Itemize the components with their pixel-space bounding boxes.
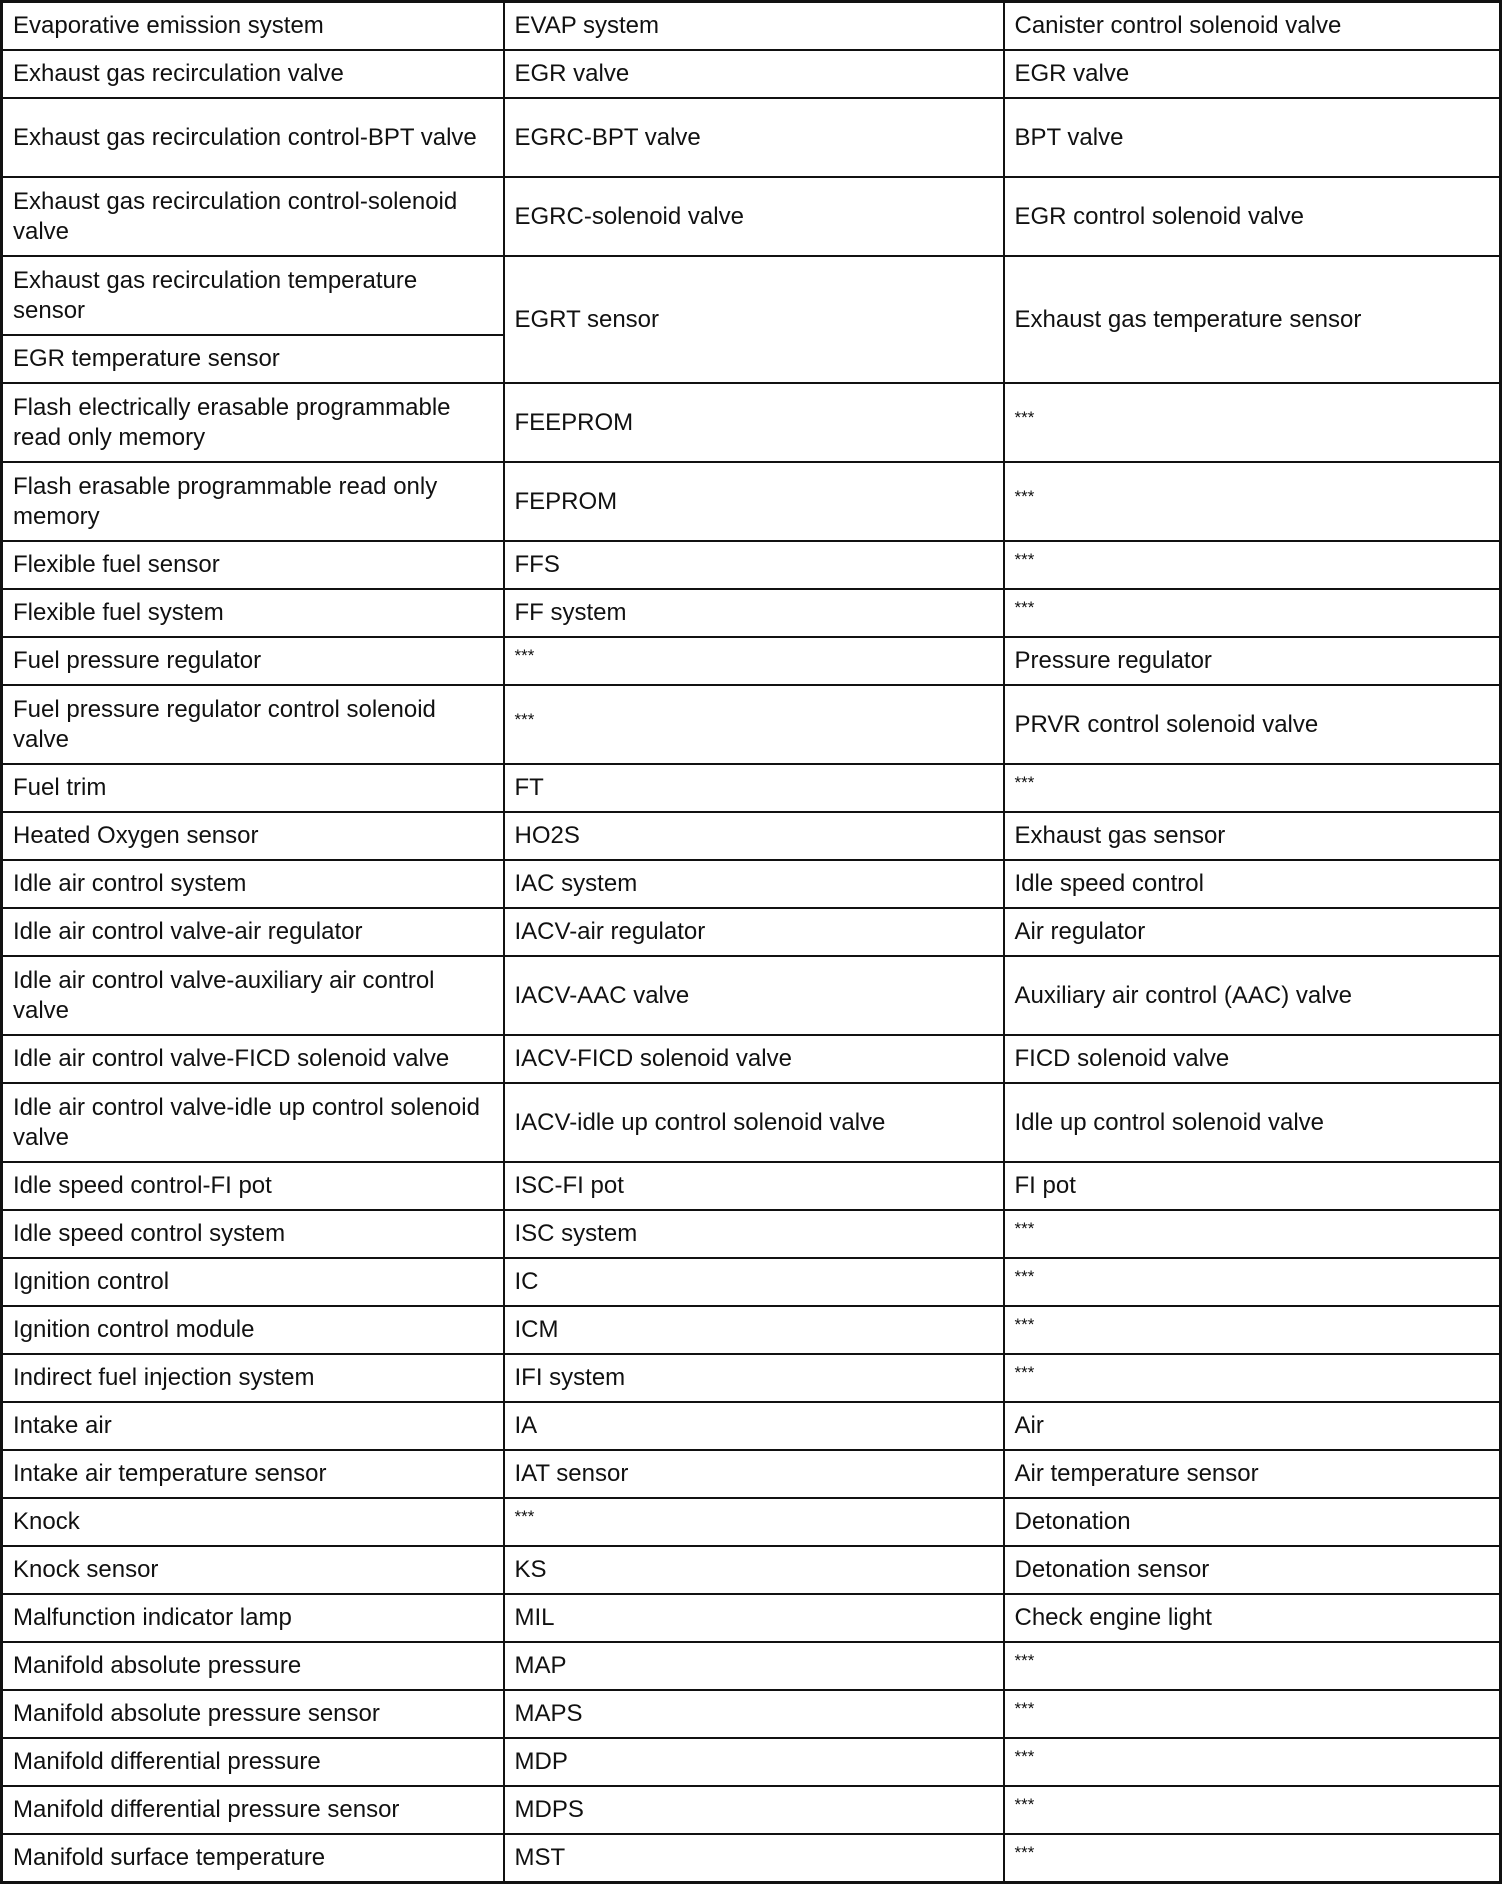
former-term-cell xyxy=(1004,1258,1501,1306)
former-term-cell xyxy=(1004,1738,1501,1786)
abbreviation-cell xyxy=(504,685,1004,764)
abbreviation-cell: IACV-idle up control solenoid valve xyxy=(504,1083,1004,1162)
table-row xyxy=(2,685,1501,764)
term-cell: Manifold differential pressure xyxy=(2,1738,504,1786)
term-cell: Flexible fuel system xyxy=(2,589,504,637)
table-row xyxy=(2,1035,1501,1083)
term-cell: Fuel pressure regulator control solenoid valve xyxy=(2,685,504,764)
former-term-cell: Air xyxy=(1004,1402,1501,1450)
not-applicable-mark: *** xyxy=(1014,486,1035,506)
former-term-cell: BPT valve xyxy=(1004,98,1501,177)
abbreviation-cell: IACV-FICD solenoid valve xyxy=(504,1035,1004,1083)
not-applicable-mark: *** xyxy=(1014,1699,1035,1718)
term-cell: Exhaust gas recirculation control-BPT valve xyxy=(2,98,504,177)
term-cell: Idle air control valve-idle up control solenoid valve xyxy=(2,1083,504,1162)
table-row xyxy=(2,637,1501,685)
abbreviation-cell: MIL xyxy=(504,1594,1004,1642)
former-term-cell: Detonation xyxy=(1004,1498,1501,1546)
abbreviation-cell: IACV-AAC valve xyxy=(504,956,1004,1035)
term-cell: Indirect fuel injection system xyxy=(2,1354,504,1402)
term-cell: Manifold absolute pressure xyxy=(2,1642,504,1690)
former-term-cell: EGR control solenoid valve xyxy=(1004,177,1501,256)
term-cell: Malfunction indicator lamp xyxy=(2,1594,504,1642)
abbreviation-cell: IAT sensor xyxy=(504,1450,1004,1498)
term-cell: Intake air xyxy=(2,1402,504,1450)
term-cell: Flash erasable programmable read only memory xyxy=(2,462,504,541)
term-cell: Exhaust gas recirculation control-solenoid valve xyxy=(2,177,504,256)
former-term-cell: PRVR control solenoid valve xyxy=(1004,685,1501,764)
term-cell: Idle air control system xyxy=(2,860,504,908)
term-cell: Idle speed control-FI pot xyxy=(2,1162,504,1210)
not-applicable-mark: *** xyxy=(1014,1315,1035,1334)
former-term-cell: FICD solenoid valve xyxy=(1004,1035,1501,1083)
term-cell: Idle air control valve-FICD solenoid valve xyxy=(2,1035,504,1083)
not-applicable-mark: *** xyxy=(1014,1219,1035,1238)
former-term-cell xyxy=(1004,1690,1501,1738)
abbreviation-cell: KS xyxy=(504,1546,1004,1594)
not-applicable-mark: *** xyxy=(1014,407,1035,427)
term-cell: Evaporative emission system xyxy=(2,2,504,51)
abbreviation-cell: EGRT sensor xyxy=(504,256,1004,383)
former-term-cell xyxy=(1004,1306,1501,1354)
table-row xyxy=(2,1162,1501,1210)
term-cell: Idle air control valve-auxiliary air control valve xyxy=(2,956,504,1035)
former-term-cell: EGR valve xyxy=(1004,50,1501,98)
not-applicable-mark: *** xyxy=(1014,598,1035,617)
abbreviation-cell: ISC-FI pot xyxy=(504,1162,1004,1210)
former-term-cell xyxy=(1004,764,1501,812)
term-cell: Knock xyxy=(2,1498,504,1546)
former-term-cell: Idle up control solenoid valve xyxy=(1004,1083,1501,1162)
former-term-cell: Exhaust gas sensor xyxy=(1004,812,1501,860)
former-term-cell: Check engine light xyxy=(1004,1594,1501,1642)
former-term-cell: Air temperature sensor xyxy=(1004,1450,1501,1498)
term-cell: Ignition control xyxy=(2,1258,504,1306)
abbreviation-cell: FEEPROM xyxy=(504,383,1004,462)
former-term-cell: FI pot xyxy=(1004,1162,1501,1210)
abbreviation-cell: MDPS xyxy=(504,1786,1004,1834)
former-term-cell xyxy=(1004,1354,1501,1402)
table-row xyxy=(2,1642,1501,1690)
abbreviation-cell: MAPS xyxy=(504,1690,1004,1738)
table-row xyxy=(2,1450,1501,1498)
former-term-cell xyxy=(1004,1210,1501,1258)
former-term-cell xyxy=(1004,589,1501,637)
term-cell: Heated Oxygen sensor xyxy=(2,812,504,860)
table-row xyxy=(2,860,1501,908)
not-applicable-mark: *** xyxy=(1014,1843,1035,1862)
abbreviation-cell: EGRC-solenoid valve xyxy=(504,177,1004,256)
not-applicable-mark: *** xyxy=(514,709,535,729)
abbreviation-cell: ISC system xyxy=(504,1210,1004,1258)
table-row xyxy=(2,1083,1501,1162)
term-cell: Manifold differential pressure sensor xyxy=(2,1786,504,1834)
term-cell: Flexible fuel sensor xyxy=(2,541,504,589)
not-applicable-mark: *** xyxy=(1014,1651,1035,1670)
term-cell: Flash electrically erasable programmable read only memory xyxy=(2,383,504,462)
abbreviation-cell: IA xyxy=(504,1402,1004,1450)
table-row xyxy=(2,98,1501,177)
table-row xyxy=(2,1402,1501,1450)
not-applicable-mark: *** xyxy=(1014,1795,1035,1814)
abbreviation-cell: IFI system xyxy=(504,1354,1004,1402)
former-term-cell: Detonation sensor xyxy=(1004,1546,1501,1594)
not-applicable-mark: *** xyxy=(514,646,535,665)
table-row xyxy=(2,256,1501,335)
abbreviation-cell: MST xyxy=(504,1834,1004,1883)
abbreviation-cell: IAC system xyxy=(504,860,1004,908)
former-term-cell xyxy=(1004,1642,1501,1690)
not-applicable-mark: *** xyxy=(1014,1267,1035,1286)
term-cell: Ignition control module xyxy=(2,1306,504,1354)
abbreviation-cell: EGRC-BPT valve xyxy=(504,98,1004,177)
table-row xyxy=(2,541,1501,589)
table-row xyxy=(2,177,1501,256)
table-row xyxy=(2,1594,1501,1642)
term-cell: Manifold absolute pressure sensor xyxy=(2,1690,504,1738)
term-cell: Intake air temperature sensor xyxy=(2,1450,504,1498)
abbreviation-cell: EGR valve xyxy=(504,50,1004,98)
abbreviation-cell: IACV-air regulator xyxy=(504,908,1004,956)
former-term-cell xyxy=(1004,541,1501,589)
table-row xyxy=(2,1258,1501,1306)
abbreviation-cell: FEPROM xyxy=(504,462,1004,541)
former-term-cell: Auxiliary air control (AAC) valve xyxy=(1004,956,1501,1035)
term-cell: Exhaust gas recirculation valve xyxy=(2,50,504,98)
abbreviation-cell: HO2S xyxy=(504,812,1004,860)
term-cell: Knock sensor xyxy=(2,1546,504,1594)
abbreviation-cell: FT xyxy=(504,764,1004,812)
abbreviation-cell: FF system xyxy=(504,589,1004,637)
abbreviation-cell: FFS xyxy=(504,541,1004,589)
table-row xyxy=(2,1738,1501,1786)
former-term-cell: Canister control solenoid valve xyxy=(1004,2,1501,51)
abbreviation-cell: MAP xyxy=(504,1642,1004,1690)
table-row xyxy=(2,1834,1501,1883)
former-term-cell xyxy=(1004,383,1501,462)
table-row xyxy=(2,908,1501,956)
abbreviation-cell xyxy=(504,1498,1004,1546)
not-applicable-mark: *** xyxy=(1014,1363,1035,1382)
term-cell: Manifold surface temperature xyxy=(2,1834,504,1883)
former-term-cell: Pressure regulator xyxy=(1004,637,1501,685)
abbreviation-cell xyxy=(504,637,1004,685)
table-row xyxy=(2,462,1501,541)
abbreviation-cell: MDP xyxy=(504,1738,1004,1786)
table-row xyxy=(2,812,1501,860)
table-row xyxy=(2,589,1501,637)
not-applicable-mark: *** xyxy=(514,1507,535,1526)
term-cell: Exhaust gas recirculation temperature sensor xyxy=(2,256,504,335)
table-row xyxy=(2,1786,1501,1834)
former-term-cell: Air regulator xyxy=(1004,908,1501,956)
table-row xyxy=(2,1690,1501,1738)
former-term-cell xyxy=(1004,462,1501,541)
term-cell: EGR temperature sensor xyxy=(2,335,504,383)
abbreviation-cell: IC xyxy=(504,1258,1004,1306)
table-row xyxy=(2,383,1501,462)
abbreviation-cell: ICM xyxy=(504,1306,1004,1354)
table-row xyxy=(2,764,1501,812)
table-row xyxy=(2,1498,1501,1546)
term-cell: Fuel pressure regulator xyxy=(2,637,504,685)
not-applicable-mark: *** xyxy=(1014,550,1035,569)
table-row xyxy=(2,1546,1501,1594)
table-row xyxy=(2,1306,1501,1354)
table-row xyxy=(2,50,1501,98)
term-cell: Fuel trim xyxy=(2,764,504,812)
former-term-cell: Exhaust gas temperature sensor xyxy=(1004,256,1501,383)
term-cell: Idle air control valve-air regulator xyxy=(2,908,504,956)
former-term-cell xyxy=(1004,1786,1501,1834)
table-row xyxy=(2,1354,1501,1402)
table-row xyxy=(2,2,1501,51)
former-term-cell: Idle speed control xyxy=(1004,860,1501,908)
not-applicable-mark: *** xyxy=(1014,773,1035,792)
former-term-cell xyxy=(1004,1834,1501,1883)
table-row xyxy=(2,956,1501,1035)
term-cell: Idle speed control system xyxy=(2,1210,504,1258)
table-row xyxy=(2,1210,1501,1258)
abbreviation-cell: EVAP system xyxy=(504,2,1004,51)
not-applicable-mark: *** xyxy=(1014,1747,1035,1766)
